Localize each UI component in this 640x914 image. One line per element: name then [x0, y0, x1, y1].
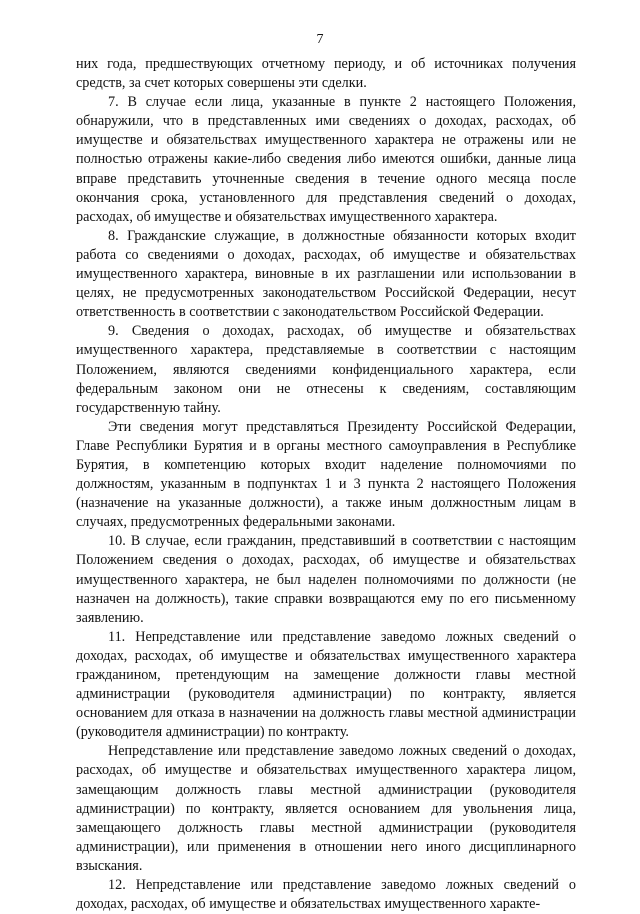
- paragraph-item-11-cont: Непредставление или представление заведомо ложных сведений о доходах, расходах, об имуществе и обязательствах имущественного характера лицом, замещающим должность главы местной администрации (руководителя администрации) по контракту, является основанием для увольнения лица, замещающего должность главы местной администрации (руководителя администрации), или применения в отношении него иного дисциплинарного взыскания.: [76, 743, 576, 874]
- paragraph-item-9-cont: Эти сведения могут представляться Президенту Российской Федерации, Главе Республики Бурятия и в органы местного самоуправления в Республике Бурятия, в компетенцию которых входит наделение полномочиями по должностям, указанным в подпунктах 1 и 3 пункта 2 настоящего Положения (назначение на указанные должности), а также иным должностным лицам в случаях, предусмотренных федеральными законами.: [76, 418, 576, 531]
- paragraph-item-11: 11. Непредставление или представление заведомо ложных сведений о доходах, расходах, об имуществе и обязательствах имущественного характера гражданином, претендующим на замещение должности главы местной администрации (руководителя администрации) по контракту, является основанием для отказа в назначении на должность главы местной администрации (руководителя администрации) по контракту.: [76, 628, 576, 741]
- paragraph-item-9: 9. Сведения о доходах, расходах, об имуществе и обязательствах имущественного характера, представляемые в соответствии с настоящим Положением, являются сведениями конфиденциального характера, если федеральным законом они не отнесены к сведениям, составляющим государственную тайну.: [76, 323, 576, 416]
- paragraph-item-10: 10. В случае, если гражданин, представивший в соответствии с настоящим Положением сведения о доходах, расходах, об имуществе и обязательствах имущественного характера, не был наделен полномочиями по должности (не назначен на должность), такие справки возвращаются ему по его письменному заявлению.: [76, 533, 576, 626]
- paragraph-item-7: 7. В случае если лица, указанные в пункте 2 настоящего Положения, обнаружили, что в представленных ими сведениях о доходах, расходах, об имуществе и обязательствах имущественного характера не отражены или не полностью отражены какие-либо сведения либо имеются ошибки, данные лица вправе представить уточненные сведения в течение одного месяца после окончания срока, установленного для представления сведений о доходах, расходах, об имуществе и обязательствах имущественного характера.: [76, 94, 576, 225]
- document-body: [76, 55, 576, 914]
- paragraph-continuation: них года, предшествующих отчетному периоду, и об источниках получения средств, за счет которых совершены эти сделки.: [76, 56, 576, 92]
- paragraph-item-12: 12. Непредставление или представление заведомо ложных сведений о доходах, расходах, об имуществе и обязательствах имущественного характе-: [76, 877, 576, 913]
- paragraph-item-8: 8. Гражданские служащие, в должностные обязанности которых входит работа со сведениями о доходах, расходах, об имуществе и обязательствах имущественного характера, виновные в их разглашении или использовании в целях, не предусмотренных законодательством Российской Федерации, несут ответственность в соответствии с законодательством Российской Федерации.: [76, 227, 576, 321]
- page-number: 7: [316, 32, 324, 47]
